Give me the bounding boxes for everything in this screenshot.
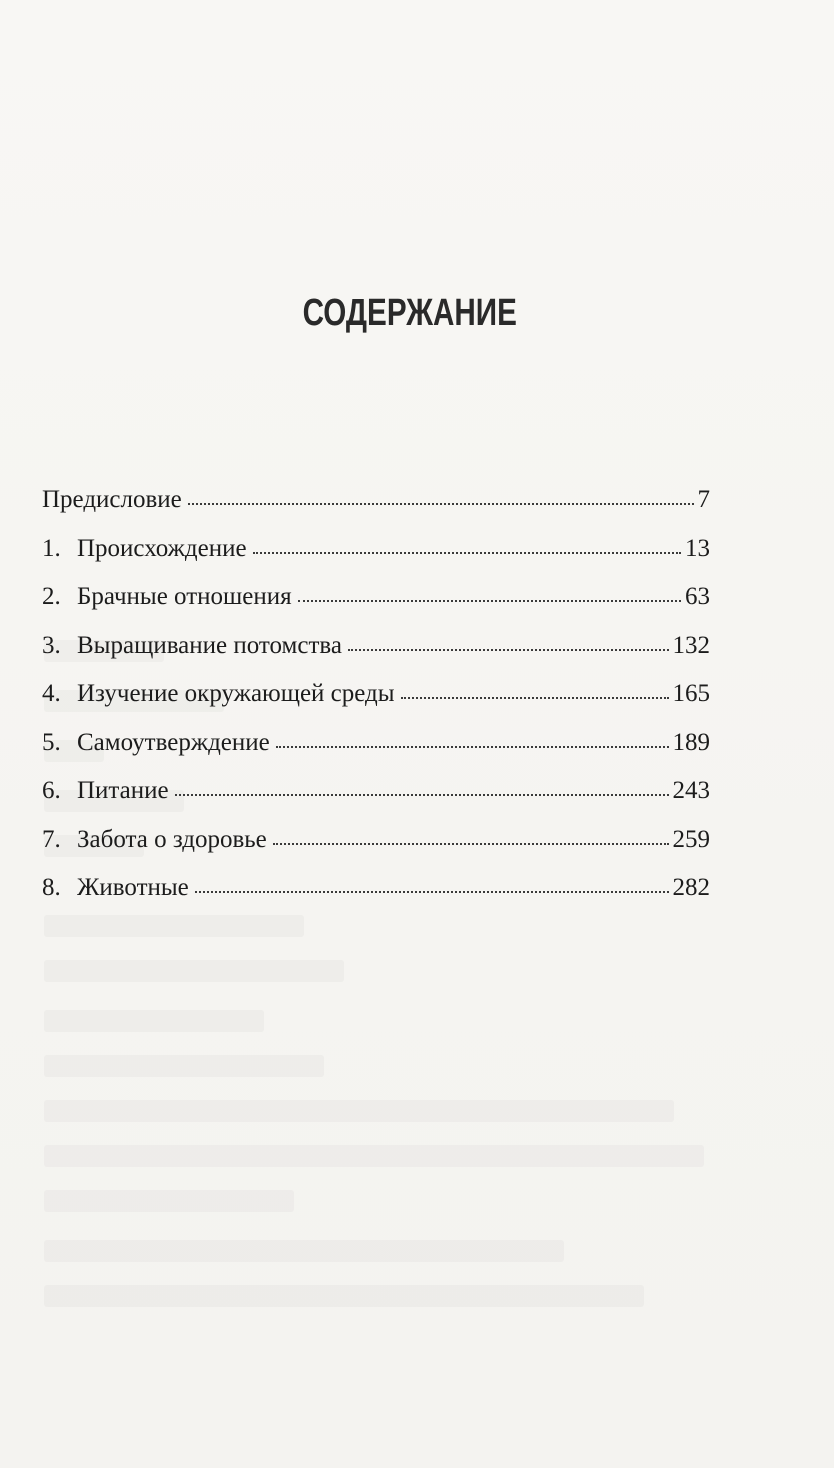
toc-entry-page: 132 <box>672 631 710 659</box>
toc-entry-page: 282 <box>672 874 710 901</box>
table-of-contents <box>42 480 710 917</box>
dot-leader <box>195 891 669 893</box>
dot-leader <box>253 552 681 554</box>
toc-entry-page: 243 <box>672 777 710 804</box>
toc-entry[interactable] <box>42 674 710 723</box>
toc-entry-number: 4. <box>42 680 61 707</box>
toc-entry-title: Предисловие <box>42 486 182 513</box>
toc-entry-title: Выращивание потомства <box>77 631 342 659</box>
toc-entry-title: Изучение окружающей среды <box>77 680 395 707</box>
toc-entry[interactable] <box>42 820 710 869</box>
toc-entry-page: 165 <box>672 680 710 707</box>
toc-entry-title: Забота о здоровье <box>77 825 267 853</box>
toc-entry-page: 7 <box>697 486 710 513</box>
toc-entry-title: Животные <box>77 874 189 901</box>
toc-entry[interactable] <box>42 480 710 529</box>
toc-entry-page: 259 <box>672 825 710 853</box>
dot-leader <box>348 649 669 651</box>
toc-entry-number: 7. <box>42 825 61 853</box>
toc-entry[interactable] <box>42 723 710 772</box>
toc-entry-page: 63 <box>685 583 710 610</box>
toc-entry-number: 8. <box>42 874 61 901</box>
dot-leader <box>175 794 669 796</box>
toc-entry[interactable] <box>42 868 710 917</box>
toc-entry-title: Брачные отношения <box>77 583 292 610</box>
toc-entry-title: Питание <box>77 777 169 804</box>
toc-entry[interactable] <box>42 577 710 626</box>
toc-entry-title: Самоутверждение <box>77 728 270 756</box>
toc-entry-number: 3. <box>42 631 61 659</box>
dot-leader <box>276 746 669 748</box>
toc-entry-number: 6. <box>42 777 61 804</box>
toc-entry-number: 5. <box>42 728 61 756</box>
dot-leader <box>188 503 694 505</box>
toc-entry[interactable] <box>42 529 710 578</box>
toc-entry[interactable] <box>42 771 710 820</box>
toc-entry-page: 13 <box>685 534 710 562</box>
toc-entry-page: 189 <box>672 728 710 756</box>
toc-entry-number: 2. <box>42 583 61 610</box>
dot-leader <box>273 843 669 845</box>
dot-leader <box>298 600 681 602</box>
toc-entry[interactable] <box>42 626 710 675</box>
dot-leader <box>401 697 669 699</box>
page-title: СОДЕРЖАНИЕ <box>302 292 517 334</box>
toc-entry-title: Происхождение <box>77 534 247 562</box>
toc-entry-number: 1. <box>42 534 61 562</box>
